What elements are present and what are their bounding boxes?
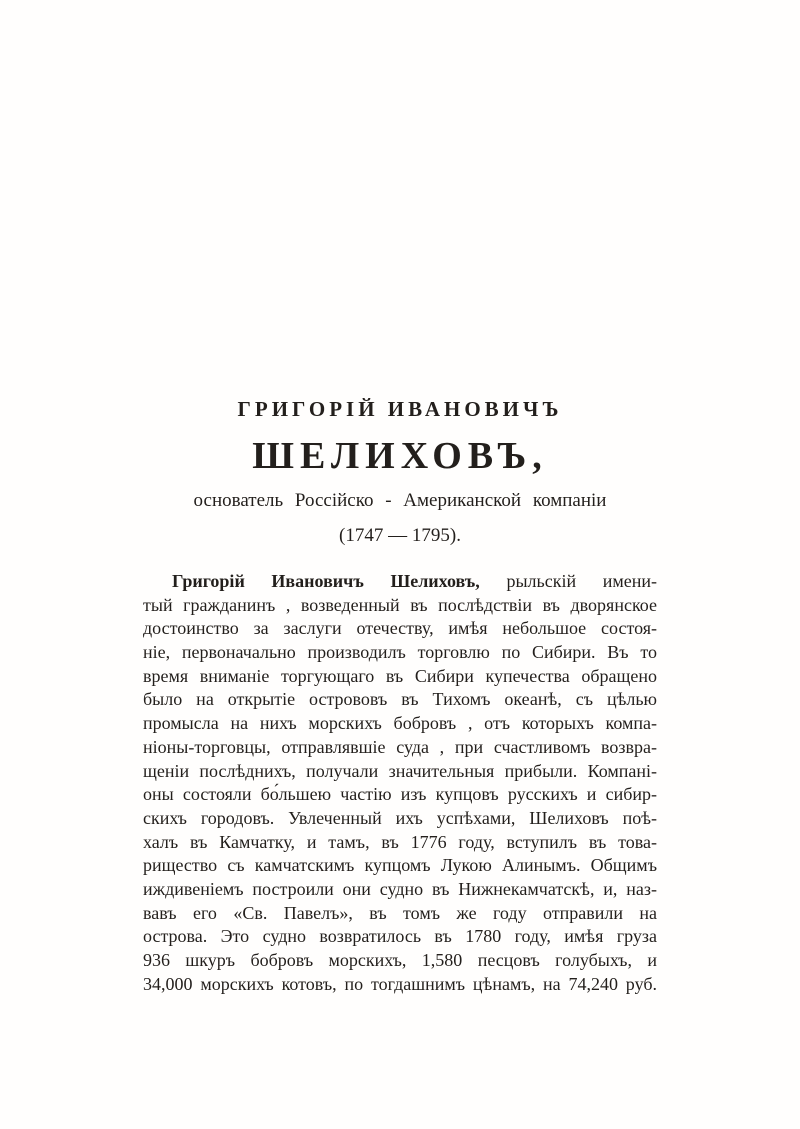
chapter-title-surname: ШЕЛИХОВЪ, xyxy=(252,435,548,477)
text-line: достоинство за заслуги отечеству, имѣя небольшое состоя- xyxy=(143,618,657,639)
chapter-header xyxy=(0,397,800,548)
text-line: оны состояли бо́льшею частію изъ купцовъ русскихъ и сибир- xyxy=(143,784,657,805)
text-line: рищество съ камчатскимъ купцомъ Лукою Алинымъ. Общимъ xyxy=(143,855,657,876)
text-line: иждивеніемъ построили они судно въ Нижнекамчатскѣ, и, наз- xyxy=(143,878,657,899)
text-line: скихъ городовъ. Увлеченный ихъ успѣхами, Шелиховъ поѣ- xyxy=(143,807,657,828)
text-line: вавъ его «Св. Павелъ», въ томъ же году отправили на xyxy=(143,902,657,923)
text-line: ніе, первоначально производилъ торговлю по Сибири. Въ то xyxy=(143,642,657,663)
paragraph-lines xyxy=(143,594,657,997)
text-line: время вниманіе торгующаго въ Сибири купечества обращено xyxy=(143,665,657,686)
text-line: острова. Это судно возвратилось въ 1780 году, имѣя груза xyxy=(143,926,657,947)
text-line: тый гражданинъ , возведенный въ послѣдствіи въ дворянское xyxy=(143,594,657,615)
text-line: промысла на нихъ морскихъ бобровъ , отъ которыхъ компа- xyxy=(143,713,657,734)
text-line: халъ въ Камчатку, и тамъ, въ 1776 году, вступилъ въ това- xyxy=(143,831,657,852)
person-name-heading: ГРИГОРІЙ ИВАНОВИЧЪ xyxy=(237,397,563,421)
chapter-subtitle: основатель Россійско - Американской компаніи xyxy=(193,490,607,511)
text-line: было на открытіе острововъ въ Тихомъ океанѣ, съ цѣлью xyxy=(143,689,657,710)
text-line: 34,000 морскихъ котовъ, по тогдашнимъ цѣнамъ, на 74,240 руб. xyxy=(143,973,657,994)
text-line: 936 шкуръ бобровъ морскихъ, 1,580 песцовъ голубыхъ, и xyxy=(143,950,657,970)
life-dates: (1747 — 1795). xyxy=(339,525,461,546)
lead-name-bold: Григорій Ивановичъ Шелиховъ, xyxy=(172,571,480,591)
lead-rest-text: рыльскій имени- xyxy=(479,571,657,591)
text-line: ніоны-торговцы, отправлявшіе суда , при счастливомъ возвра- xyxy=(143,736,657,757)
paragraph-first-line xyxy=(143,570,657,594)
body-paragraph xyxy=(143,570,657,996)
text-line: щеніи послѣднихъ, получали значительныя прибыли. Компані- xyxy=(143,760,657,781)
